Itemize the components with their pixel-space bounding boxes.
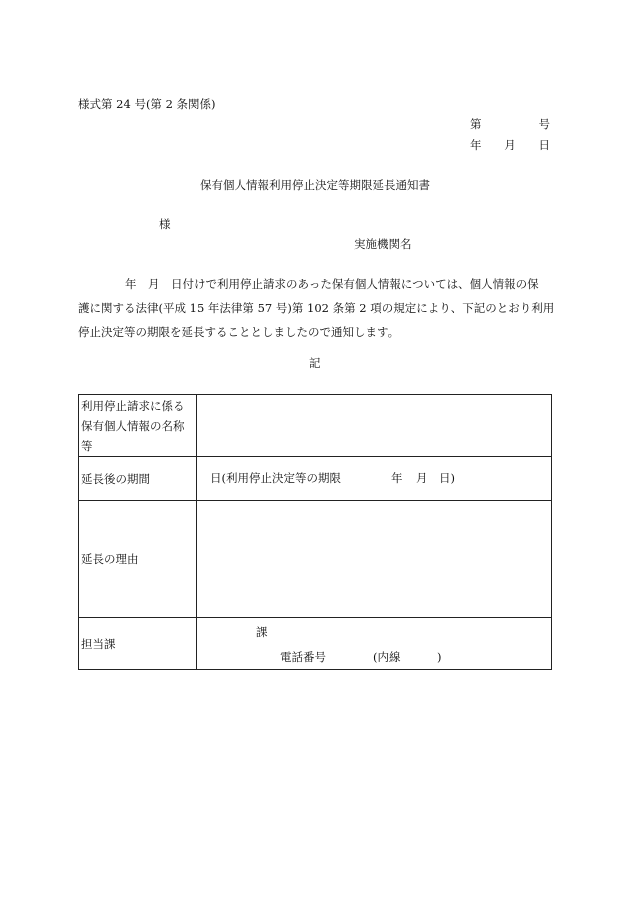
table-row-department bbox=[79, 618, 552, 670]
value-cell-extended-period[interactable] bbox=[197, 457, 552, 501]
doc-no-suffix: 号 bbox=[538, 117, 550, 131]
period-prefix: 日(利用停止決定等の期限 bbox=[210, 470, 341, 485]
extension-close: ) bbox=[437, 649, 442, 664]
table-row-extended-period bbox=[79, 457, 552, 501]
value-cell-department[interactable] bbox=[197, 618, 552, 670]
value-cell-reason[interactable] bbox=[197, 501, 552, 618]
body-line-2: 護に関する法律(平成 15 年法律第 57 号)第 102 条第 2 項の規定により、下記のとおり利用 bbox=[78, 301, 555, 315]
issuer-name: 実施機関名 bbox=[354, 237, 412, 251]
table-row-info-name bbox=[79, 395, 552, 457]
label-extended-period: 延長後の期間 bbox=[79, 457, 197, 501]
label-reason: 延長の理由 bbox=[79, 501, 197, 618]
date-day: 日 bbox=[538, 138, 550, 152]
extension-open: (内線 bbox=[373, 649, 401, 664]
body-line-3: 停止決定等の期限を延長することとしましたので通知します。 bbox=[78, 325, 400, 339]
document-date bbox=[470, 140, 550, 152]
label-cell-info-name bbox=[79, 395, 197, 457]
table-row-reason bbox=[79, 501, 552, 618]
period-year: 年 bbox=[391, 470, 403, 485]
date-month: 月 bbox=[504, 138, 516, 152]
label-info-name-line-2: 保有個人情報の名称 bbox=[81, 419, 185, 433]
document-title: 保有個人情報利用停止決定等期限延長通知書 bbox=[200, 178, 430, 192]
form-number: 様式第 24 号(第 2 条関係) bbox=[78, 97, 216, 111]
doc-no-prefix: 第 bbox=[470, 117, 482, 131]
department-section: 課 bbox=[256, 624, 268, 639]
label-info-name-line-3: 等 bbox=[81, 439, 93, 453]
value-cell-info-name[interactable] bbox=[197, 395, 552, 457]
body-line-1: 年 月 日付けで利用停止請求のあった保有個人情報については、個人情報の保 bbox=[125, 277, 539, 291]
period-day: 日) bbox=[439, 470, 455, 485]
phone-label: 電話番号 bbox=[280, 649, 326, 664]
info-table bbox=[78, 394, 552, 670]
document-number bbox=[470, 119, 550, 131]
label-department: 担当課 bbox=[79, 618, 197, 670]
ki-marker: 記 bbox=[309, 356, 321, 370]
date-year: 年 bbox=[470, 138, 482, 152]
period-month: 月 bbox=[416, 470, 428, 485]
addressee-suffix: 様 bbox=[159, 217, 171, 231]
label-info-name-line-1: 利用停止請求に係る bbox=[81, 399, 185, 413]
body-paragraph bbox=[78, 272, 555, 344]
